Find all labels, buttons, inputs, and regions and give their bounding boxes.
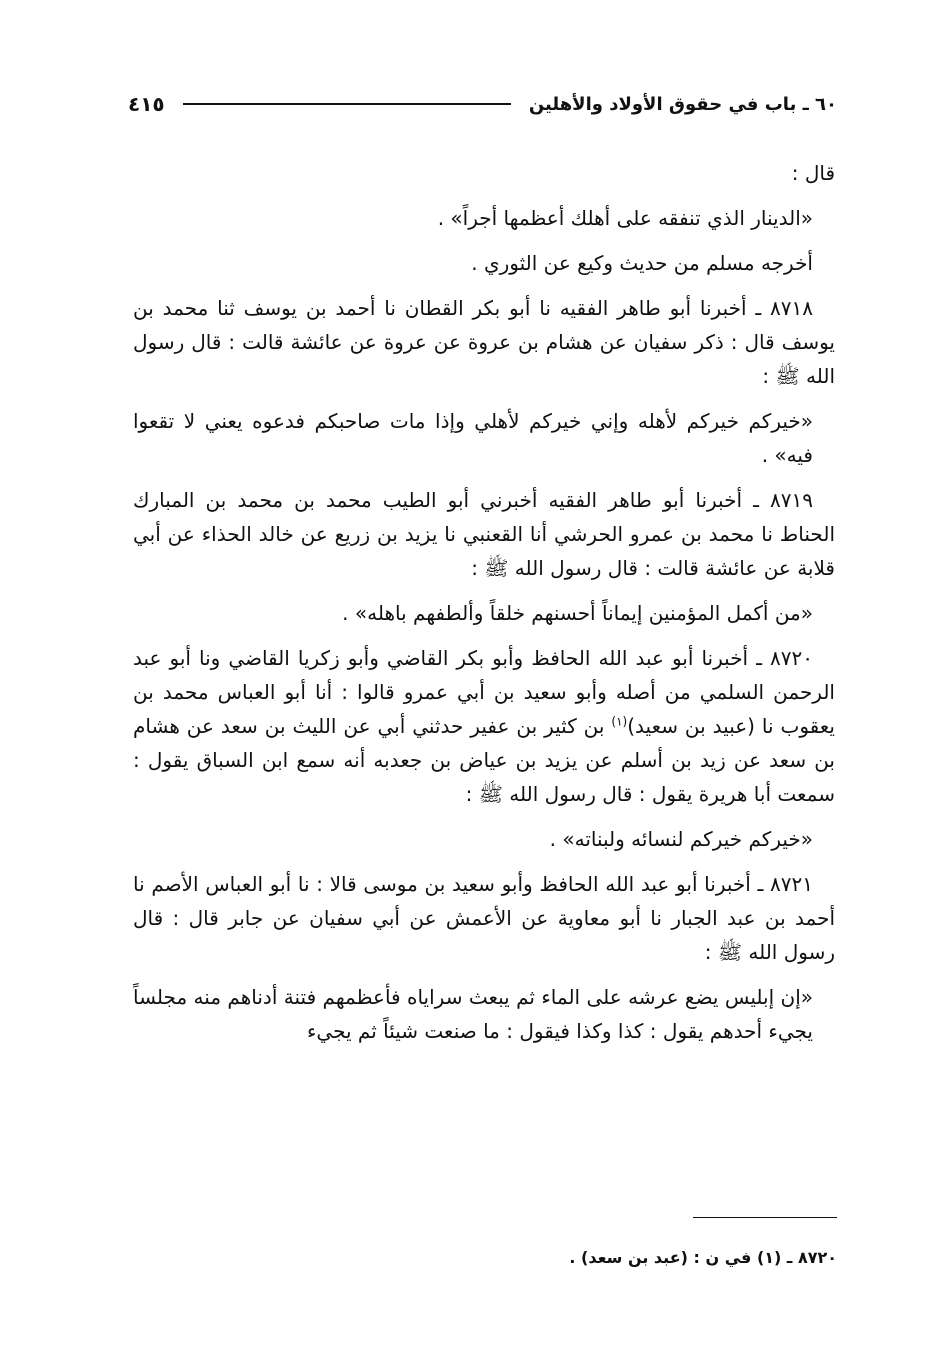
footnote-reference[interactable]: (١) xyxy=(611,714,628,729)
hadith-8721-isnad: ٨٧٢١ ـ أخبرنا أبو عبد الله الحافظ وأبو سعيد بن موسى قالا : نا أبو العباس الأصم نا أحمد بن عبد الجبار نا أبو معاوية عن الأعمش عن أبي سفيان عن جابر قال : قال رسول الله ﷺ : xyxy=(133,872,835,964)
page-number: ٤١٥ xyxy=(128,92,165,116)
hadith-8721-matn: «إن إبليس يضع عرشه على الماء ثم يبعث سراياه فأعظمهم فتنة أدناهم منه مجلساً يجيء أحدهم يقول : كذا وكذا فيقول : ما صنعت شيئاً ثم يجيء xyxy=(133,985,813,1043)
running-header xyxy=(128,92,837,116)
paragraph-qal: قال : xyxy=(791,161,835,185)
hadith-8720-isnad-part2: بن كثير بن عفير حدثني أبي عن الليث بن سعد عن هشام بن سعد عن زيد بن أسلم عن يزيد بن عياض بن جعدبه أنه سمع ابن السباق يقول : سمعت أبا هريرة يقول : قال رسول الله ﷺ : xyxy=(133,714,835,806)
hadith-8720-matn: «خيركم خيركم لنسائه ولبناته» . xyxy=(549,827,813,851)
header-rule xyxy=(183,103,511,105)
footnote-rule xyxy=(693,1217,837,1218)
hadith-8720-isnad-part1: ٨٧٢٠ ـ أخبرنا أبو عبد الله الحافظ وأبو بكر القاضي وأبو زكريا القاضي ونا أبو عبد الرحمن السلمي من أصله وأبو سعيد بن أبي عمرو قالوا : أنا أبو العباس محمد بن يعقوب نا (عبيد بن سعيد) xyxy=(133,646,835,738)
hadith-8719-matn: «من أكمل المؤمنين إيماناً أحسنهم خلقاً وألطفهم باهله» . xyxy=(342,601,813,625)
page-body xyxy=(133,156,835,1059)
hadith-8719-isnad: ٨٧١٩ ـ أخبرنا أبو طاهر الفقيه أخبرني أبو الطيب محمد بن محمد بن المبارك الحناط نا محمد بن عمرو الحرشي أنا القعنبي نا يزيد بن زريع عن خالد الحذاء عن أبي قلابة عن عائشة قالت : قال رسول الله ﷺ : xyxy=(133,488,835,580)
hadith-8718-matn: «خيركم خيركم لأهله وإني خيركم لأهلي وإذا مات صاحبكم فدعوه يعني لا تقعوا فيه» . xyxy=(133,409,813,467)
hadith-8718-isnad: ٨٧١٨ ـ أخبرنا أبو طاهر الفقيه نا أبو بكر القطان نا أحمد بن يوسف ثنا محمد بن يوسف قال : ذكر سفيان عن هشام بن عروة عن عروة عن عائشة قالت : قال رسول الله ﷺ : xyxy=(133,296,835,388)
hadith-8720-isnad xyxy=(133,641,835,811)
footnote: ٨٧٢٠ ـ (١) في ن : (عبد بن سعد) . xyxy=(569,1248,837,1267)
chapter-title: ٦٠ ـ باب في حقوق الأولاد والأهلين xyxy=(528,93,837,115)
takhrij-note: أخرجه مسلم من حديث وكيع عن الثوري . xyxy=(471,251,813,275)
hadith-quote: «الدينار الذي تنفقه على أهلك أعظمها أجراً» . xyxy=(437,206,813,230)
